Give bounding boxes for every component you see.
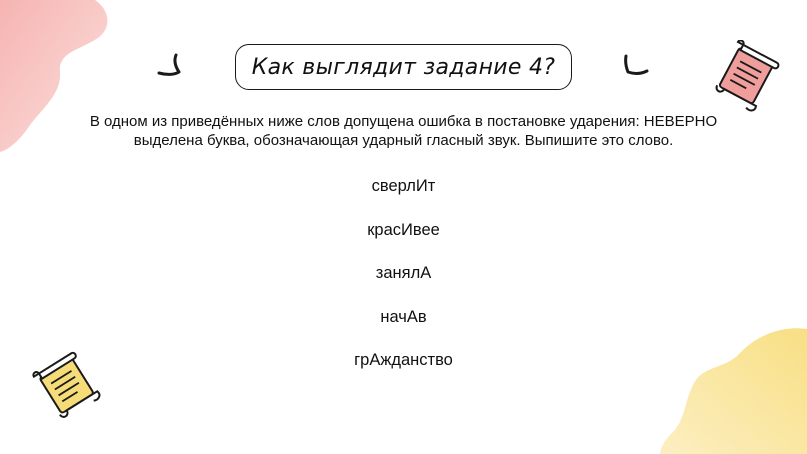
task-text: В одном из приведённых ниже слов допущена ошибка в постановке ударения: НЕВЕРНО выделена буква, обозначающая ударный гласный звук. Выпишите это слово. [89,113,718,149]
word-item: сверлИт [371,177,436,195]
chevron-right-icon [620,52,652,82]
slide-title: Как выглядит задание 4? [251,54,556,80]
yellow-blob-decoration [660,325,807,454]
chevron-left-icon [154,52,186,82]
word-item: начАв [380,308,427,326]
word-item: грАжданство [354,351,453,369]
word-item: красИвее [367,221,440,239]
word-item: занялА [375,264,432,282]
title-box [235,44,572,90]
scroll-icon [706,40,786,116]
